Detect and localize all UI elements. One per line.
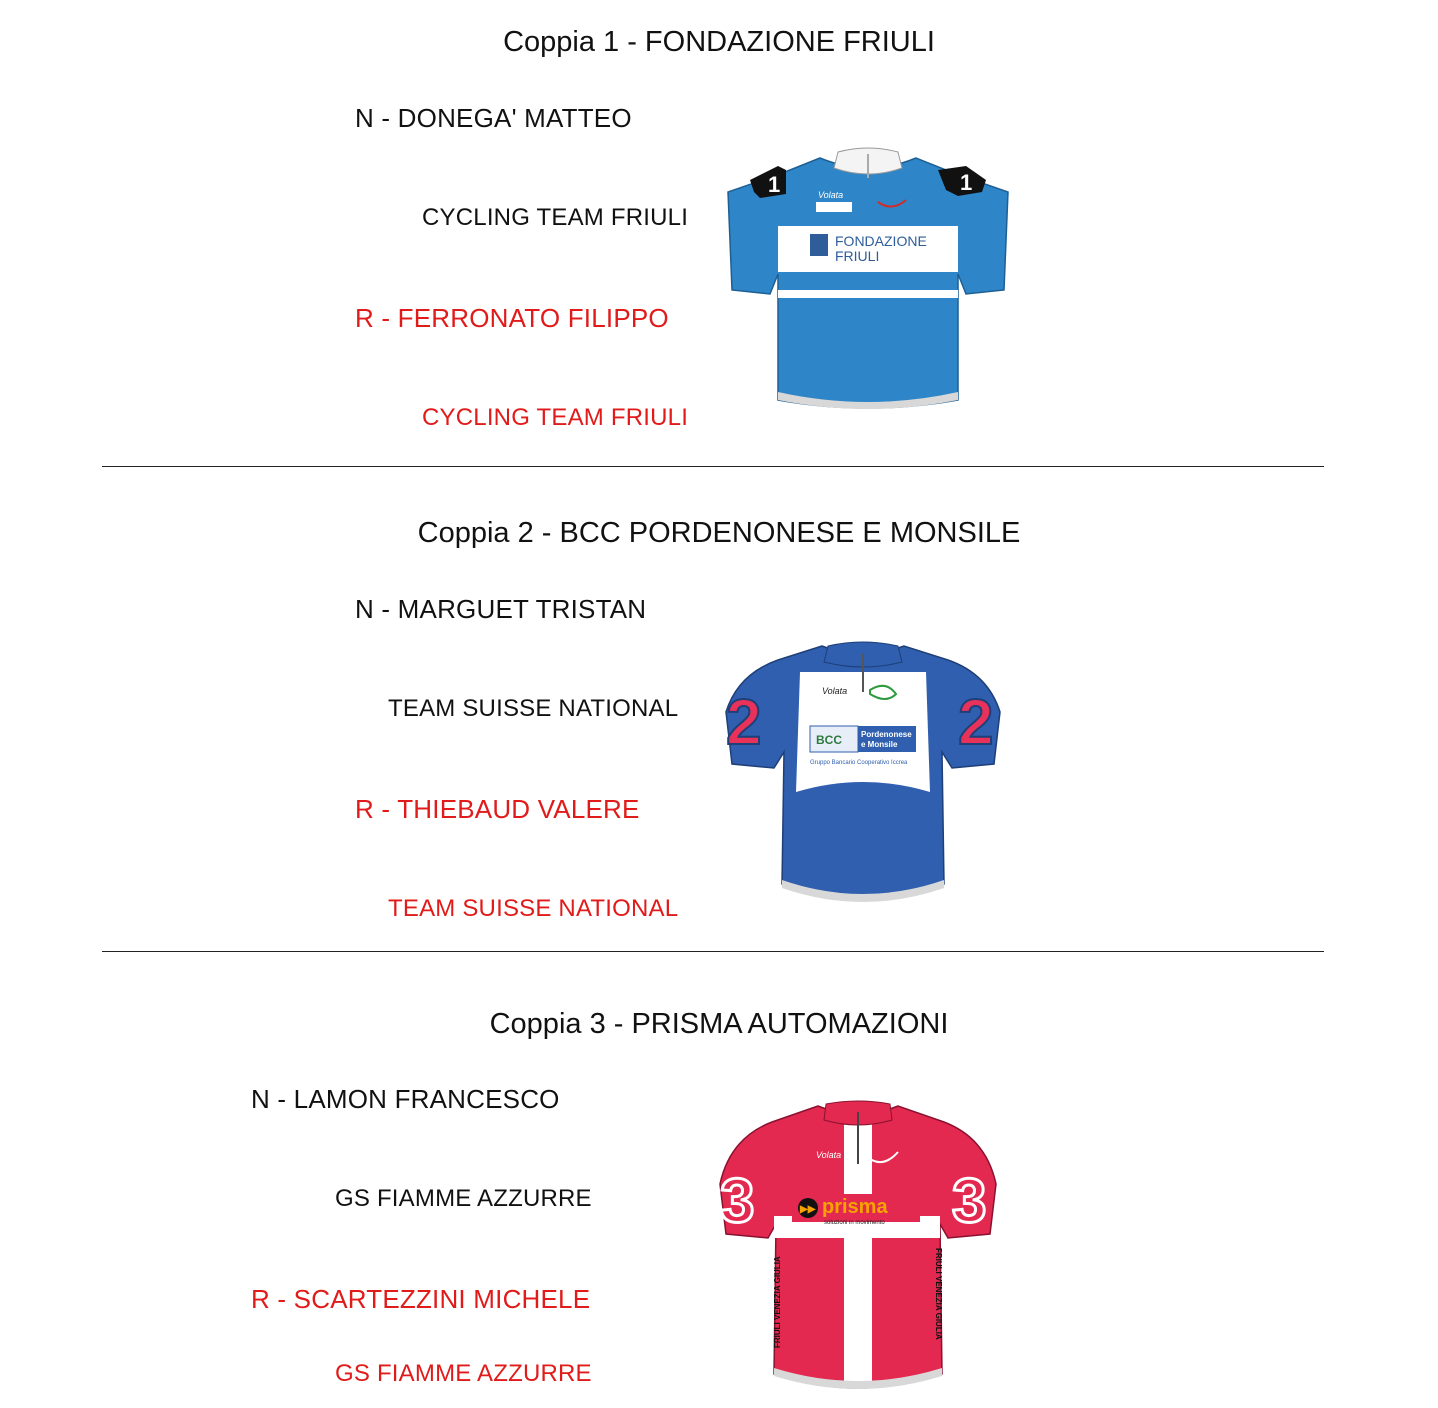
pair-3-jersey-brand: Volata [816, 1150, 842, 1160]
divider-2 [102, 951, 1324, 952]
pair-2-title: Coppia 2 - BCC PORDENONESE E MONSILE [417, 517, 1021, 549]
pair-2-jersey-sponsor-box-line2: e Monsile [861, 740, 898, 749]
pair-1-primary-team: CYCLING TEAM FRIULI [422, 204, 689, 231]
pair-2-jersey-number-left: 2 [726, 686, 762, 758]
pair-3-title: Coppia 3 - PRISMA AUTOMAZIONI [489, 1008, 949, 1040]
divider-1 [102, 466, 1324, 467]
pair-3-jersey-number-right: 3 [952, 1167, 987, 1236]
pair-1-title: Coppia 1 - FONDAZIONE FRIULI [503, 26, 935, 58]
pair-2-jersey-sponsor-logo: BCC [816, 733, 842, 747]
pair-2-reserve-team: TEAM SUISSE NATIONAL [388, 895, 679, 922]
pair-3-jersey-sponsor-tagline: soluzioni in movimento [824, 1220, 885, 1226]
pair-3-jersey-side-text-right: FRIULI VENEZIA GIULIA [934, 1248, 943, 1340]
pair-1-jersey-number-right: 1 [960, 170, 973, 195]
pair-1-jersey-image [720, 140, 1015, 420]
pair-1-reserve-team: CYCLING TEAM FRIULI [422, 404, 689, 431]
pair-3-jersey-image [716, 1098, 1001, 1398]
pair-1-jersey-sponsor-line1: FONDAZIONE [835, 233, 927, 249]
pair-2-primary-rider: N - MARGUET TRISTAN [355, 594, 647, 624]
pair-3-jersey-number-left: 3 [720, 1167, 755, 1236]
pair-2-jersey-brand: Volata [822, 686, 848, 696]
pair-3-reserve-team: GS FIAMME AZZURRE [335, 1360, 592, 1387]
pair-2-primary-team: TEAM SUISSE NATIONAL [388, 695, 679, 722]
pair-1-jersey-brand: Volata [818, 190, 844, 200]
pair-2-jersey-image [718, 632, 1008, 912]
pair-1-reserve-rider: R - FERRONATO FILIPPO [355, 303, 669, 333]
pair-2-jersey-sponsor-caption: Gruppo Bancario Cooperativo Iccrea [810, 760, 908, 766]
pair-1-jersey-number-left: 1 [768, 172, 781, 197]
pair-2-reserve-rider: R - THIEBAUD VALERE [355, 794, 640, 824]
pair-3-jersey-side-text-left: FRIULI VENEZIA GIULIA [773, 1256, 782, 1348]
pair-1-primary-rider: N - DONEGA' MATTEO [355, 103, 632, 133]
pair-2-jersey-sponsor-box-line1: Pordenonese [861, 730, 912, 739]
pair-1-jersey-sponsor-line2: FRIULI [835, 248, 880, 264]
pair-3-primary-team: GS FIAMME AZZURRE [335, 1185, 592, 1212]
pair-2-jersey-number-right: 2 [958, 686, 994, 758]
pair-3-primary-rider: N - LAMON FRANCESCO [251, 1084, 560, 1114]
pair-3-jersey-sponsor-logo: prisma [822, 1196, 888, 1218]
svg-text:▶▶: ▶▶ [800, 1204, 816, 1215]
pair-3-reserve-rider: R - SCARTEZZINI MICHELE [251, 1284, 591, 1314]
